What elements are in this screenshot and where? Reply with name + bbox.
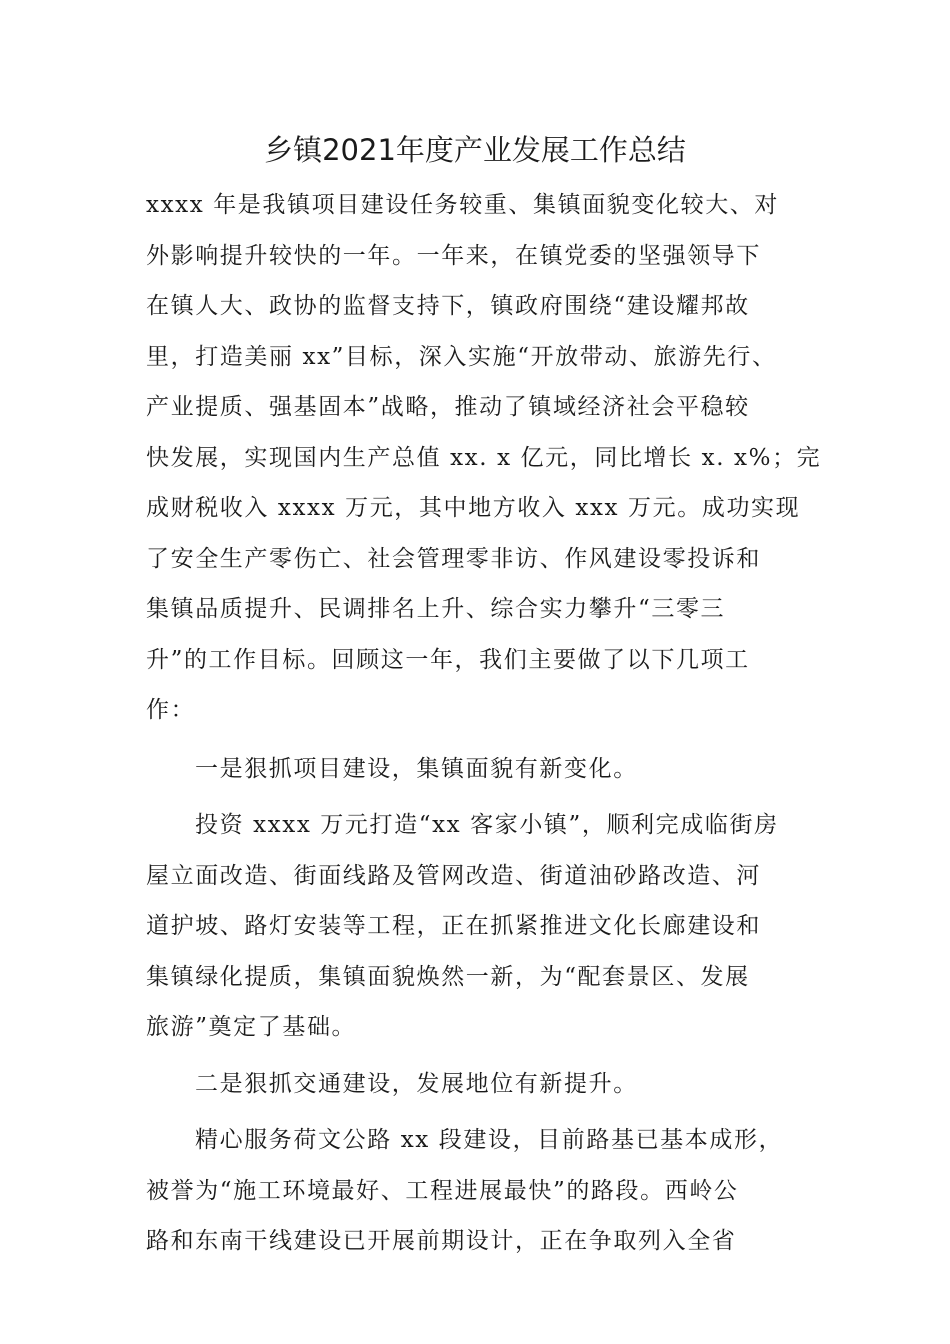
intro-paragraph	[146, 180, 822, 736]
text-line: 屋立面改造、街面线路及管网改造、街道油砂路改造、河	[146, 862, 761, 889]
text-line: 了安全生产零伤亡、社会管理零非访、作风建设零投诉和	[146, 545, 761, 572]
text-line: 里，打造美丽 xx”目标，深入实施“开放带动、旅游先行、	[146, 343, 777, 370]
text-line: 在镇人大、政协的监督支持下，镇政府围绕“建设耀邦故	[146, 293, 750, 319]
text-line: 集镇绿化提质，集镇面貌焕然一新，为“配套景区、发展	[146, 963, 750, 990]
text-line: 路和东南干线建设已开展前期设计，正在争取列入全省	[146, 1228, 737, 1254]
text-line: 精心服务荷文公路 xx 段建设，目前路基已基本成形，	[195, 1127, 784, 1153]
heading-line: 一是狠抓项目建设，集镇面貌有新变化。	[195, 755, 638, 782]
text-line: 旅游”奠定了基础。	[146, 1014, 357, 1040]
text-line: 快发展，实现国内生产总值 xx. x 亿元，同比增长 x. x%；完	[146, 444, 822, 471]
text-line: 升”的工作目标。回顾这一年，我们主要做了以下几项工	[146, 646, 750, 673]
text-line: xxxx 年是我镇项目建设任务较重、集镇面貌变化较大、对	[146, 192, 779, 218]
document-body	[146, 180, 822, 1267]
section-paragraph-1	[146, 800, 810, 1053]
section-heading-1	[146, 744, 810, 795]
text-line: 投资 xxxx 万元打造“xx 客家小镇”，顺利完成临街房	[195, 812, 779, 838]
text-line: 作：	[146, 697, 196, 723]
text-line: 被誉为“施工环境最好、工程进展最快”的路段。西岭公	[146, 1177, 739, 1204]
text-line: 集镇品质提升、民调排名上升、综合实力攀升“三零三	[146, 596, 726, 622]
heading-line: 二是狠抓交通建设，发展地位有新提升。	[195, 1070, 638, 1097]
text-line: 外影响提升较快的一年。一年来，在镇党委的坚强领导下	[146, 242, 761, 269]
text-line: 道护坡、路灯安装等工程，正在抓紧推进文化长廊建设和	[146, 913, 761, 939]
section-heading-2	[146, 1059, 810, 1110]
text-line: 产业提质、强基固本”战略，推动了镇域经济社会平稳较	[146, 394, 750, 420]
section-paragraph-2	[146, 1115, 810, 1267]
text-line: 成财税收入 xxxx 万元，其中地方收入 xxx 万元。成功实现	[146, 495, 801, 521]
document-title: 乡镇2021年度产业发展工作总结	[264, 133, 686, 167]
